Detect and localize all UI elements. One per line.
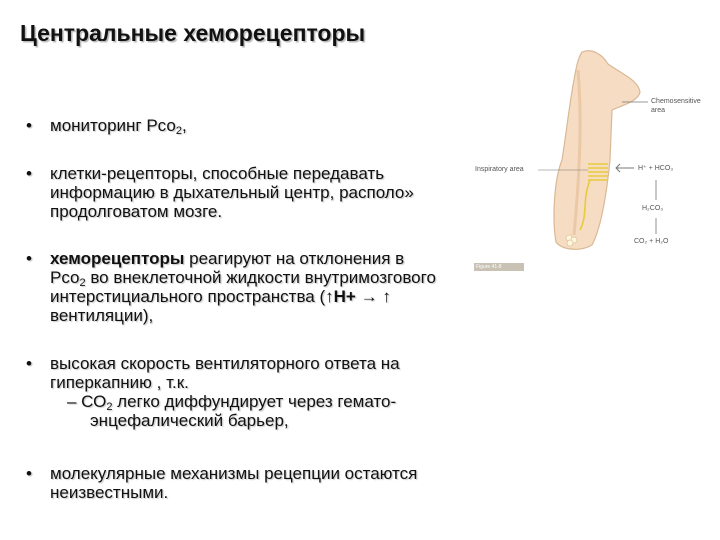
figure-caption-strip: Figure 41-8 (474, 263, 524, 271)
subscript: 2 (79, 277, 86, 289)
co2-dash-label: – СО (67, 392, 107, 411)
arrow-to-neurons (616, 164, 634, 172)
pco2-label: Рсо (50, 268, 80, 287)
h-hco3-label: H⁺ + HCO₃ (638, 165, 674, 172)
bullet-marker: • (26, 354, 32, 373)
bullet-3-line-2 (50, 268, 436, 287)
bullet-4-line-1: высокая скорость вентиляторного ответа на (50, 354, 400, 373)
bullet-5-line-2: неизвестными. (50, 483, 169, 502)
bullet-1-line (50, 116, 187, 135)
brainstem-illustration (470, 40, 715, 280)
bullet-3-line-2-rest: во внеклеточной жидкости внутримозгового (85, 268, 436, 287)
bullet-1-text: мониторинг Рсо (50, 116, 176, 135)
bullet-5-line-1: молекулярные механизмы рецепции остаются (50, 464, 418, 483)
bullet-2-line-3: продолговатом мозге. (50, 202, 223, 221)
bullet-marker: • (26, 464, 32, 483)
bullet-3-line-1 (50, 249, 436, 268)
bullet-2-line-2: информацию в дыхательный центр, располо» (50, 183, 414, 202)
bullet-4-subline-rest: легко диффундирует через гемато- (112, 392, 397, 411)
bold-term: хеморецепторы (50, 249, 185, 268)
bullet-1-after: , (181, 116, 187, 135)
page-title: Центральные хеморецепторы (20, 20, 366, 46)
inspiratory-label: Inspiratory area (475, 166, 524, 173)
bullet-4-line-2: гиперкапнию , т.к. (50, 373, 189, 392)
bullet-marker: • (26, 164, 32, 183)
subscript: 2 (175, 125, 182, 137)
bullet-4-subline (50, 392, 400, 411)
chemosensitive-label-2: area (651, 107, 666, 114)
bold-h-plus: Н+ (333, 287, 356, 306)
bullet-marker: • (26, 116, 32, 135)
subscript: 2 (106, 401, 113, 413)
chemosensitive-label-1: Chemosensitive (651, 98, 701, 105)
bullet-3-line-4: вентиляции), (50, 306, 154, 325)
brainstem-shape (554, 51, 640, 250)
bullet-3-line-3-pre: интерстициального пространства (↑ (50, 287, 334, 306)
bullet-2-line-1: клетки-рецепторы, способные передавать (50, 164, 385, 183)
bullet-3-line-3-rest: → ↑ (355, 287, 391, 306)
bullet-3-line-1-rest: реагируют на отклонения в (184, 249, 405, 268)
bullet-3-line-3 (50, 287, 436, 306)
bullet-marker: • (26, 249, 32, 268)
bullet-4-subline-2: энцефалический барьер, (90, 411, 289, 430)
brainstem-figure (470, 40, 715, 280)
h2co3-label: H₂CO₃ (642, 205, 664, 212)
co2-h2o-label: CO₂ + H₂O (634, 238, 669, 245)
